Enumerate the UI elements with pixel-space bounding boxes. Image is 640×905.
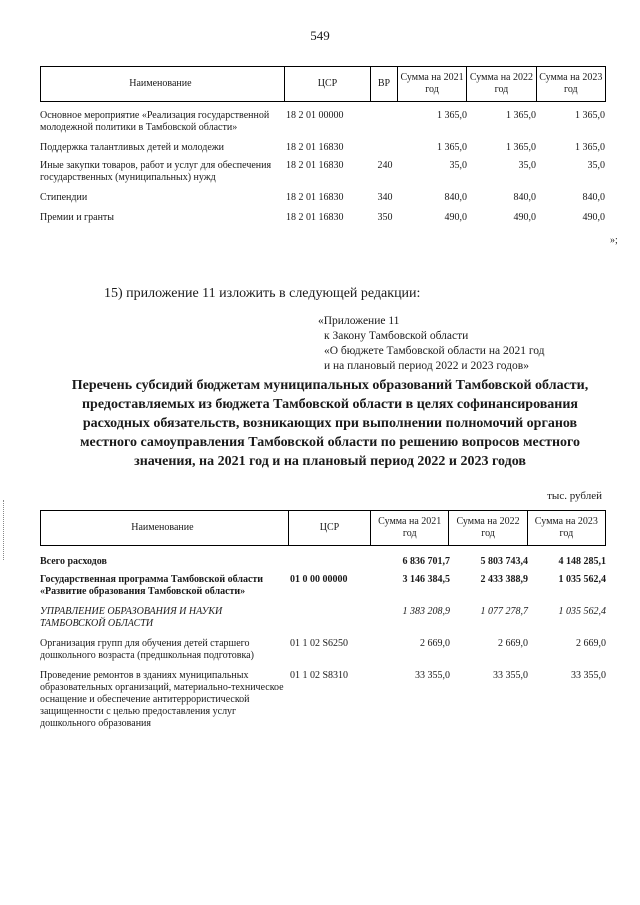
- budget-table-continuation: [40, 66, 606, 224]
- row-sum-2023: 1 035 562,4: [558, 606, 606, 617]
- row-csr: 18 2 01 16830: [286, 142, 344, 153]
- table-row: [40, 574, 606, 598]
- header-sum-2022: Сумма на 2022 год: [449, 511, 527, 545]
- row-name: Иные закупки товаров, работ и услуг для обеспечения государственных (муниципальных) нужд: [40, 160, 272, 183]
- appendix-line: «Приложение 11: [318, 315, 400, 327]
- appendix-header: [318, 314, 545, 374]
- row-sum-2021: 6 836 701,7: [402, 556, 450, 567]
- row-csr: 01 0 00 00000: [290, 574, 348, 585]
- header-sum-2022: Сумма на 2022 год: [467, 67, 536, 101]
- row-sum-2021: 1 365,0: [437, 142, 467, 153]
- table-row: [40, 606, 606, 630]
- table-row: [40, 192, 606, 204]
- row-csr: [290, 556, 372, 568]
- header-name: Наименование: [41, 67, 285, 101]
- row-sum-2022: 1 365,0: [506, 110, 536, 121]
- header-csr: ЦСР: [285, 67, 371, 101]
- header-sum-2023: Сумма на 2023 год: [534, 516, 598, 539]
- row-sum-2023: 840,0: [582, 192, 605, 203]
- row-csr: 18 2 01 16830: [286, 160, 344, 171]
- row-vr: 350: [377, 212, 393, 223]
- row-name: Поддержка талантливых детей и молодежи: [40, 142, 225, 153]
- row-csr: [290, 606, 372, 630]
- appendix-line: к Закону Тамбовской области: [324, 330, 469, 342]
- row-sum-2023: 1 365,0: [575, 110, 605, 121]
- row-sum-2021: 33 355,0: [415, 670, 450, 681]
- row-vr: 240: [377, 160, 393, 171]
- row-sum-2023: 4 148 285,1: [558, 556, 606, 567]
- table-row: [40, 212, 606, 224]
- row-sum-2021: 35,0: [449, 160, 467, 171]
- header-csr: ЦСР: [289, 511, 371, 545]
- row-name: Проведение ремонтов в зданиях муниципальных образовательных организаций, материально-техническое оснащение и обеспечение антитеррористической защищенности с целью предоставления услуг дошкольного образования: [40, 670, 284, 729]
- units-label: тыс. рублей: [547, 490, 602, 502]
- header-sum-2021: Сумма на 2021 год: [371, 511, 449, 545]
- row-name: Всего расходов: [40, 556, 107, 567]
- subsidies-table: [40, 510, 606, 730]
- row-sum-2022: 5 803 743,4: [480, 556, 528, 567]
- row-name: Премии и гранты: [40, 212, 115, 223]
- row-sum-2022: 33 355,0: [493, 670, 528, 681]
- table-row: [40, 556, 606, 568]
- appendix-line: и на плановый период 2022 и 2023 годов»: [324, 360, 529, 372]
- row-sum-2022: 1 077 278,7: [480, 606, 528, 617]
- row-csr: 18 2 01 16830: [286, 212, 344, 223]
- row-sum-2023: 490,0: [582, 212, 605, 223]
- page-number: 549: [310, 28, 330, 43]
- header-vr: ВР: [371, 67, 398, 101]
- row-name: Основное мероприятие «Реализация государственной молодежной политики в Тамбовской области»: [40, 110, 270, 133]
- header-sum-2023: Сумма на 2023 год: [539, 72, 603, 95]
- row-sum-2022: 2 669,0: [498, 638, 528, 649]
- table-row: [40, 670, 606, 730]
- row-sum-2022: 35,0: [518, 160, 536, 171]
- row-sum-2023: 1 365,0: [575, 142, 605, 153]
- row-sum-2021: 2 669,0: [420, 638, 450, 649]
- row-sum-2021: 1 365,0: [437, 110, 467, 121]
- row-csr: 18 2 01 00000: [286, 110, 344, 121]
- row-vr: [372, 142, 398, 154]
- table-row: [40, 142, 606, 154]
- row-sum-2021: 1 383 208,9: [402, 606, 450, 617]
- row-sum-2023: 1 035 562,4: [558, 574, 606, 585]
- row-sum-2022: 2 433 388,9: [480, 574, 528, 585]
- document-title: Перечень субсидий бюджетам муниципальных образований Тамбовской области, предоставляемых из бюджета Тамбовской области в целях софинансирования расходных обязательств, возникающих при выполнении полномочий органов местного самоуправления Тамбовской области по решению вопросов местного значения, на 2021 год и на плановый период 2022 и 2023 годов: [71, 378, 589, 469]
- row-name: Стипендии: [40, 192, 88, 203]
- row-sum-2021: 490,0: [444, 212, 467, 223]
- row-sum-2022: 1 365,0: [506, 142, 536, 153]
- row-name: Государственная программа Тамбовской области «Развитие образования Тамбовской области»: [40, 574, 264, 597]
- appendix-line: «О бюджете Тамбовской области на 2021 год: [324, 345, 545, 357]
- row-name: УПРАВЛЕНИЕ ОБРАЗОВАНИЯ И НАУКИ ТАМБОВСКОЙ ОБЛАСТИ: [40, 606, 223, 629]
- header-name: Наименование: [41, 511, 289, 545]
- row-sum-2021: 840,0: [444, 192, 467, 203]
- row-sum-2023: 35,0: [587, 160, 605, 171]
- header-sum-2021: Сумма на 2021 год: [398, 67, 467, 101]
- row-sum-2023: 33 355,0: [571, 670, 606, 681]
- scan-edge-mark: [3, 500, 6, 560]
- row-csr: 01 1 02 S8310: [290, 670, 349, 681]
- row-csr: 01 1 02 S6250: [290, 638, 349, 649]
- row-sum-2022: 840,0: [513, 192, 536, 203]
- table-row: [40, 110, 606, 134]
- table-row: [40, 638, 606, 662]
- row-vr: [372, 110, 398, 134]
- table-row: [40, 160, 606, 184]
- table-header: [40, 510, 606, 546]
- row-sum-2021: 3 146 384,5: [402, 574, 450, 585]
- row-sum-2023: 2 669,0: [576, 638, 606, 649]
- table-header: [40, 66, 606, 102]
- row-csr: 18 2 01 16830: [286, 192, 344, 203]
- row-name: Организация групп для обучения детей старшего дошкольного возраста (предшкольная подготовка): [40, 638, 254, 661]
- row-sum-2022: 490,0: [513, 212, 536, 223]
- amendment-instruction: 15) приложение 11 изложить в следующей редакции:: [104, 286, 421, 301]
- closing-quote-mark: »;: [610, 235, 618, 246]
- row-vr: 340: [377, 192, 393, 203]
